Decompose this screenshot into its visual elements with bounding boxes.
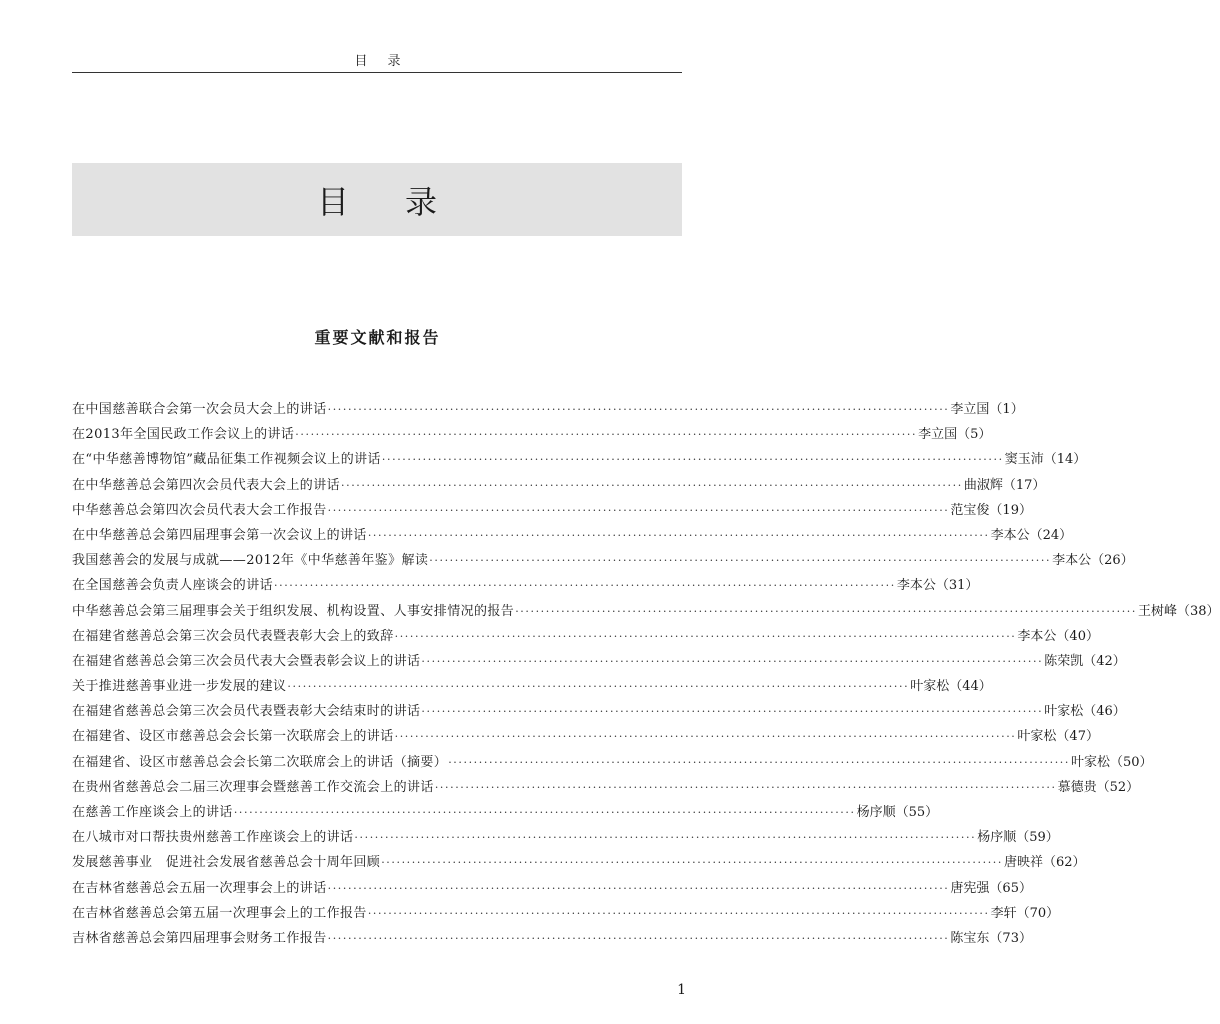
dot-leader bbox=[395, 730, 1017, 743]
toc-entry-title: 在八城市对口帮扶贵州慈善工作座谈会上的讲话 bbox=[72, 830, 354, 846]
toc-entry-title: 在吉林省慈善总会五届一次理事会上的讲话 bbox=[72, 880, 327, 896]
toc-entry-title: 在中国慈善联合会第一次会员大会上的讲话 bbox=[72, 402, 327, 417]
toc-entry-page: （19） bbox=[989, 502, 1032, 518]
toc-entry bbox=[72, 499, 1032, 524]
toc-entry-title: 在中华慈善总会第四次会员代表大会上的讲话 bbox=[72, 477, 341, 493]
toc-entry-title: 在福建省、设区市慈善总会会长第一次联席会上的讲话 bbox=[72, 729, 394, 745]
toc-entry-title: 在中华慈善总会第四届理事会第一次会议上的讲话 bbox=[72, 527, 367, 543]
toc-entry-page: （52） bbox=[1096, 779, 1140, 795]
toc-entry-author: 叶家松 bbox=[1017, 729, 1057, 745]
toc-entry bbox=[72, 700, 1126, 725]
running-head: 目录 bbox=[354, 54, 421, 69]
toc-entry bbox=[72, 474, 1046, 499]
toc-entry-author: 范宝俊 bbox=[950, 502, 990, 518]
toc-entry-page: （1） bbox=[989, 402, 1024, 417]
toc-entry-page: （38） bbox=[1177, 603, 1220, 619]
toc-entry bbox=[72, 675, 992, 700]
toc-entry-page: （73） bbox=[989, 930, 1032, 946]
toc-entry-author: 唐宪强 bbox=[950, 880, 990, 896]
toc-entry-page: （40） bbox=[1056, 628, 1099, 644]
dot-leader bbox=[274, 579, 896, 592]
toc-entry-author: 杨序顺 bbox=[856, 805, 896, 820]
toc-entry bbox=[72, 625, 1099, 650]
toc-entry-title: 在2013年全国民政工作会议上的讲话 bbox=[72, 427, 295, 443]
toc-entry-author: 窦玉沛 bbox=[1004, 452, 1044, 468]
toc-entry-title: 在慈善工作座谈会上的讲话 bbox=[72, 805, 233, 820]
toc-entry-page: （50） bbox=[1110, 754, 1153, 770]
toc-entry-page: （42） bbox=[1083, 653, 1126, 669]
header-rule bbox=[72, 72, 682, 73]
toc-entry-author: 曲淑辉 bbox=[963, 477, 1003, 493]
toc-entry bbox=[72, 776, 1140, 801]
toc-entry bbox=[72, 423, 992, 448]
toc-entry-title: 在福建省、设区市慈善总会会长第二次联席会上的讲话（摘要） bbox=[72, 754, 448, 770]
toc-entry-page: （24） bbox=[1029, 527, 1073, 543]
toc-entry-page: （26） bbox=[1091, 553, 1134, 569]
toc-entry-author: 叶家松 bbox=[1044, 704, 1084, 720]
dot-leader bbox=[382, 453, 1004, 466]
toc-entry-page: （62） bbox=[1043, 855, 1086, 871]
toc-entry-page: （46） bbox=[1083, 704, 1126, 720]
toc-entry-author: 李轩 bbox=[990, 905, 1017, 921]
dot-leader bbox=[448, 756, 1070, 769]
dot-leader bbox=[368, 907, 990, 920]
dot-leader bbox=[515, 605, 1137, 618]
toc-entry bbox=[72, 902, 1060, 927]
toc-entry-title: 我国慈善会的发展与成就——2012年《中华慈善年鉴》解读 bbox=[72, 553, 429, 569]
dot-leader bbox=[295, 428, 917, 441]
toc-entry-author: 王树峰 bbox=[1138, 603, 1178, 619]
toc-entry-page: （70） bbox=[1016, 905, 1060, 921]
toc-entry-title: 发展慈善事业 促进社会发展省慈善总会十周年回顾 bbox=[72, 855, 381, 871]
toc-entry-title: 在福建省慈善总会第三次会员代表暨表彰大会上的致辞 bbox=[72, 628, 394, 644]
toc-entry-title: 关于推进慈善事业进一步发展的建议 bbox=[72, 679, 287, 695]
toc-entry bbox=[72, 549, 1134, 574]
toc-entry bbox=[72, 725, 1099, 750]
dot-leader bbox=[435, 781, 1057, 794]
toc-entry-page: （14） bbox=[1043, 452, 1087, 468]
dot-leader bbox=[328, 882, 950, 895]
dot-leader bbox=[234, 806, 856, 819]
section-heading: 重要文献和报告 bbox=[314, 328, 441, 347]
dot-leader bbox=[328, 403, 950, 416]
toc-entry-author: 陈宝东 bbox=[950, 930, 990, 946]
toc-entry bbox=[72, 398, 1024, 423]
title-band bbox=[72, 163, 682, 236]
dot-leader bbox=[287, 680, 909, 693]
toc-entry-page: （17） bbox=[1002, 477, 1046, 493]
toc-entry bbox=[72, 826, 1059, 851]
toc-entry-page: （47） bbox=[1056, 729, 1099, 745]
toc-entry-page: （31） bbox=[935, 578, 979, 594]
toc-entry bbox=[72, 877, 1032, 902]
toc-entry-author: 李本公 bbox=[896, 578, 936, 594]
toc-entry bbox=[72, 927, 1032, 952]
toc-entry-author: 李立国 bbox=[950, 402, 990, 417]
toc-entry-title: 在吉林省慈善总会第五届一次理事会上的工作报告 bbox=[72, 905, 367, 921]
dot-leader bbox=[395, 630, 1017, 643]
toc-entry-title: 中华慈善总会第三届理事会关于组织发展、机构设置、人事安排情况的报告 bbox=[72, 603, 515, 619]
toc-entry-author: 唐映祥 bbox=[1004, 855, 1044, 871]
toc-entry-title: 在“中华慈善博物馆”藏品征集工作视频会议上的讲话 bbox=[72, 452, 381, 468]
dot-leader bbox=[341, 479, 963, 492]
dot-leader bbox=[368, 529, 990, 542]
toc-entry-title: 在全国慈善会负责人座谈会的讲话 bbox=[72, 578, 274, 594]
toc-entry-author: 叶家松 bbox=[910, 679, 950, 695]
toc-entry-page: （5） bbox=[957, 427, 992, 443]
toc-entry-page: （55） bbox=[895, 805, 939, 820]
toc-entry bbox=[72, 574, 979, 599]
dot-leader bbox=[328, 504, 950, 517]
toc-entry bbox=[72, 448, 1087, 473]
toc-entry-author: 叶家松 bbox=[1071, 754, 1111, 770]
toc-entry bbox=[72, 650, 1126, 675]
toc-entry bbox=[72, 600, 1220, 625]
toc-entry-author: 李本公 bbox=[990, 527, 1030, 543]
dot-leader bbox=[354, 831, 976, 844]
toc-entry-author: 陈荣凯 bbox=[1044, 653, 1084, 669]
toc-entry-title: 在贵州省慈善总会二届三次理事会暨慈善工作交流会上的讲话 bbox=[72, 779, 434, 795]
toc-entry-author: 李立国 bbox=[918, 427, 958, 443]
toc-entry-page: （44） bbox=[949, 679, 992, 695]
toc-entry-title: 吉林省慈善总会第四届理事会财务工作报告 bbox=[72, 930, 327, 946]
table-of-contents bbox=[72, 398, 1220, 952]
toc-entry-page: （59） bbox=[1016, 830, 1059, 846]
dot-leader bbox=[421, 655, 1043, 668]
toc-entry-author: 李本公 bbox=[1017, 628, 1057, 644]
dot-leader bbox=[421, 705, 1043, 718]
toc-entry bbox=[72, 751, 1153, 776]
toc-entry-author: 慕德贵 bbox=[1057, 779, 1097, 795]
dot-leader bbox=[429, 554, 1051, 567]
toc-entry bbox=[72, 524, 1073, 549]
toc-entry-page: （65） bbox=[989, 880, 1032, 896]
page-title: 目录 bbox=[316, 182, 493, 221]
toc-entry-title: 中华慈善总会第四次会员代表大会工作报告 bbox=[72, 502, 327, 518]
page-number: 1 bbox=[677, 982, 686, 998]
toc-entry-author: 杨序顺 bbox=[977, 830, 1017, 846]
toc-entry bbox=[72, 851, 1086, 876]
toc-entry-author: 李本公 bbox=[1052, 553, 1092, 569]
toc-entry bbox=[72, 801, 939, 826]
dot-leader bbox=[381, 856, 1003, 869]
toc-entry-title: 在福建省慈善总会第三次会员代表大会暨表彰会议上的讲话 bbox=[72, 653, 421, 669]
toc-entry-title: 在福建省慈善总会第三次会员代表暨表彰大会结束时的讲话 bbox=[72, 704, 421, 720]
dot-leader bbox=[328, 932, 950, 945]
